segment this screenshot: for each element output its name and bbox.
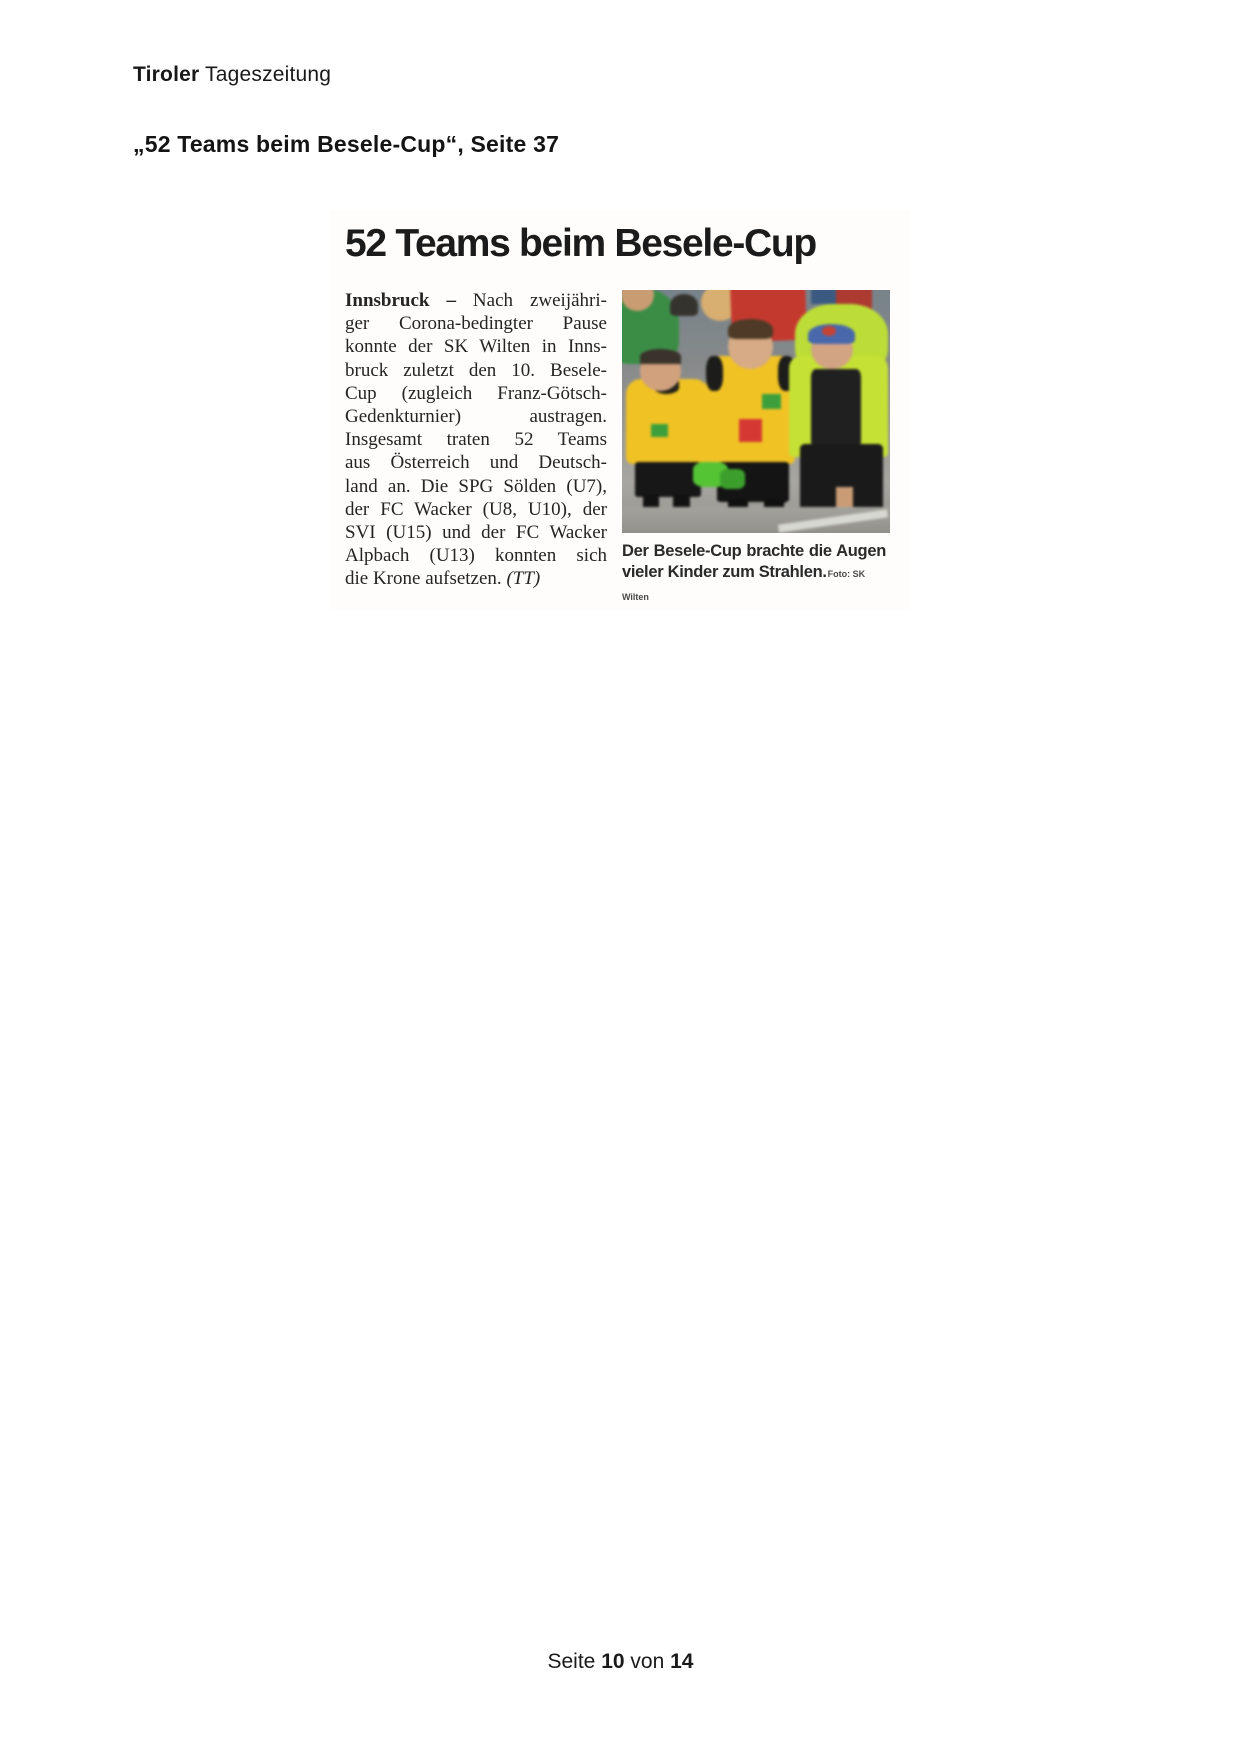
photo-caption [622,541,886,608]
article-body-line: aus Österreich und Deutsch- [345,452,607,474]
photo-scene [622,290,890,533]
article-body-line: Cup (zugleich Franz-Götsch- [345,382,607,404]
newspaper-clipping [330,210,910,610]
publication-name-regular: Tageszeitung [205,63,332,86]
article-body-line: SVI (U15) und der FC Wacker [345,522,607,544]
photo-kid-left-shorts [635,462,701,497]
photo-kid-left-headband [640,349,681,364]
footer-label-von: von [630,1650,665,1673]
article-body-line: konnte der SK Wilten in Inns- [345,336,607,358]
footer-label-seite: Seite [547,1650,596,1673]
article-body-line: Alpbach (U13) konnten sich [345,545,607,567]
photo-kid-left-badge [651,424,668,437]
article-body-line: land an. Die SPG Sölden (U7), [345,475,607,497]
article-body-line: Insgesamt traten 52 Teams [345,429,607,451]
article-body-line: bruck zuletzt den 10. Besele- [345,359,607,381]
photo-credit: Foto: SK Wilten [622,569,866,602]
photo-caption-line2: vieler Kinder zum Strahlen.Foto: SK Wilten [622,563,866,602]
photo-kid-center-hair [728,319,772,339]
photo-green-bag [720,469,745,489]
photo-caption-line1: Der Besele-Cup brachte die Augen [622,542,886,560]
article-body-line: ger Corona-bedingter Pause [345,313,607,335]
photo-dark-cap [670,294,698,317]
article-body-line: der FC Wacker (U8, U10), der [345,498,607,520]
article-body-line: Gedenkturnier) austragen. [345,406,607,428]
page-footer [0,1650,1241,1674]
footer-page-current: 10 [601,1650,625,1673]
publication-name [133,63,331,87]
article-headline: 52 Teams beim Besele-Cup [345,222,816,265]
article-body-line: Innsbruck – Nach zweijähri- [345,290,607,311]
footer-page-total: 14 [670,1650,694,1673]
photo-blue-patch [811,290,836,304]
photo-kid-right-vest [811,369,861,449]
article-photo [622,290,890,533]
photo-kid-center-green-badge [762,394,781,409]
article-body-line: die Krone aufsetzen. (TT) [345,568,541,590]
clipping-title: „52 Teams beim Besele-Cup“, Seite 37 [133,131,560,157]
photo-kid-center-red-badge [739,419,761,442]
photo-kid-center-sleeve [706,356,723,391]
article-body [345,289,607,591]
publication-name-bold: Tiroler [133,63,200,86]
